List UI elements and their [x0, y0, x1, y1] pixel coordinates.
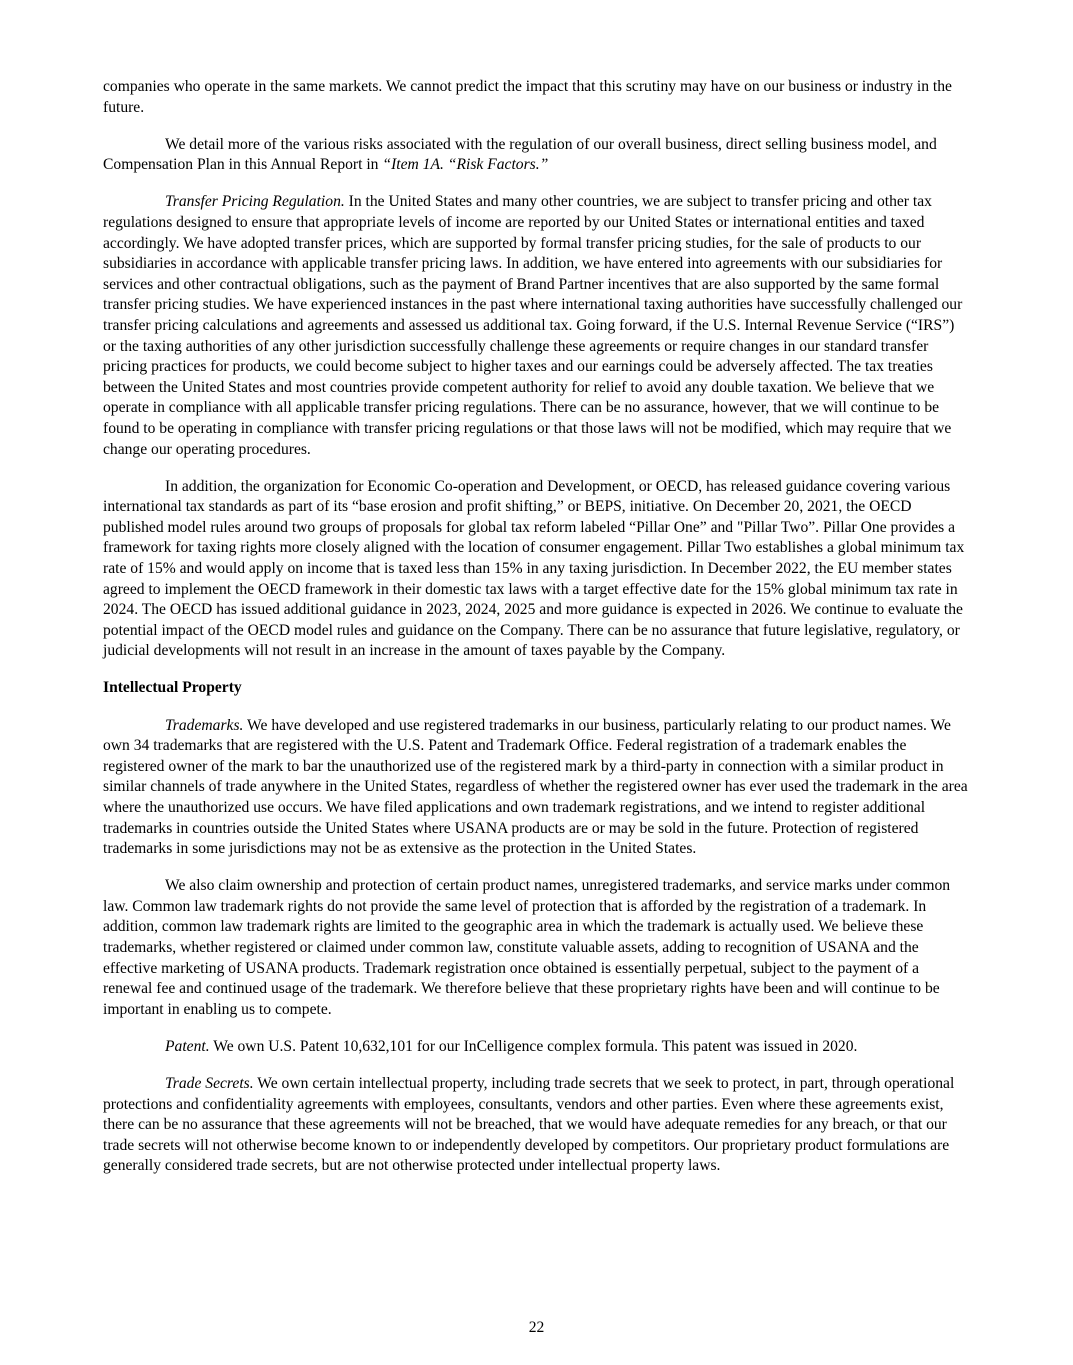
section-heading-intellectual-property: Intellectual Property [103, 679, 242, 697]
risk-factors-link-text: “Item 1A. “Risk Factors.” [382, 156, 549, 174]
paragraph-trade-secrets [103, 1074, 971, 1177]
paragraph-oecd-guidance: In addition, the organization for Economic Co-operation and Development, or OECD, has released guidance covering various international tax standards as part of its “base erosion and profit shifting,” or BEPS, initiative. On December 20, 2021, the OECD published model rules around two groups of proposals for global tax reform labeled “Pillar One” and "Pillar Two”. Pillar One provides a framework for taxing rights more closely aligned with the location of consumer engagement. Pillar Two establishes a global minimum tax rate of 15% and would apply on income that is taxed less than 15% in any taxing jurisdiction. In December 2022, the EU member states agreed to implement the OECD framework in their domestic tax laws with a target effective date for the 15% global minimum tax rate in 2024. The OECD has issued additional guidance in 2023, 2024, 2025 and more guidance is expected in 2026. We continue to evaluate the potential impact of the OECD model rules and guidance on the Company. There can be no assurance that future legislative, regulatory, or judicial developments will not result in an increase in the amount of taxes payable by the Company. [103, 477, 965, 660]
transfer-pricing-text: In the United States and many other countries, we are subject to transfer pricing and other tax regulations designed to ensure that appropriate levels of income are reported by our United States or international entities and taxed accordingly. We have adopted transfer prices, which are supported by formal transfer pricing studies, for the sale of products to our subsidiaries in accordance with applicable transfer pricing laws. In addition, we have entered into agreements with our subsidiaries for services and other contractual obligations, such as the payment of Brand Partner incentives that are also supported by the same formal transfer pricing studies. We have experienced instances in the past where international taxing authorities have successfully challenged our transfer pricing calculations and agreements and assessed us additional tax. Going forward, if the U.S. Internal Revenue Service (“IRS”) or the taxing authorities of any other jurisdiction successfully challenge these agreements or require changes in our standard transfer pricing practices for products, we could become subject to higher taxes and our earnings could be adversely affected. The tax treaties between the United States and most countries provide competent authority for relief to avoid any double taxation. We believe that we operate in compliance with all applicable transfer pricing regulations. There can be no assurance, however, that we will continue to be found to be operating in compliance with transfer pricing regulations or that those laws will not be modified, which may require that we change our operating procedures. [103, 193, 963, 458]
trade-secrets-run-in-heading: Trade Secrets. [165, 1074, 254, 1092]
paragraph-risk-factors-reference [103, 135, 971, 176]
trademarks-text: We have developed and use registered trademarks in our business, particularly relating to our product names. We own 34 trademarks that are registered with the U.S. Patent and Trademark Office. Federal registration of a trademark enables the registered owner of the mark to bar the unauthorized use of the registered mark by a third-party in connection with a similar product in similar channels of trade anywhere in the United States, regardless of whether the registered owner has ever used the trademark in the area where the unauthorized use occurs. We have filed applications and own trademark registrations, and we intend to register additional trademarks in countries outside the United States where USANA products are or may be sold in the future. Protection of registered trademarks in some jurisdictions may not be as extensive as the protection in the United States. [103, 716, 968, 858]
patent-run-in-heading: Patent. [165, 1037, 210, 1055]
paragraph-patent [103, 1037, 971, 1058]
page-number: 22 [528, 1319, 545, 1336]
risk-reference-text: We detail more of the various risks associated with the regulation of our overall business, direct selling business model, and Compensation Plan in this Annual Report in [103, 135, 937, 174]
paragraph-trademarks [103, 716, 971, 860]
document-page [103, 77, 971, 1193]
trade-secrets-text: We own certain intellectual property, including trade secrets that we seek to protect, in part, through operational protections and confidentiality agreements with employees, consultants, vendors and other parties. Even where these agreements exist, there can be no assurance that these agreements will not be breached, that we would have adequate remedies for any breach, or that our trade secrets will not otherwise become known to or independently developed by competitors. Our proprietary product formulations are generally considered trade secrets, but are not otherwise protected under intellectual property laws. [103, 1074, 955, 1175]
paragraph-scrutiny-continuation: companies who operate in the same markets. We cannot predict the impact that this scrutiny may have on our business or industry in the future. [103, 78, 952, 116]
transfer-pricing-run-in-heading: Transfer Pricing Regulation. [165, 193, 345, 211]
paragraph-common-law-trademarks: We also claim ownership and protection of certain product names, unregistered trademarks, and service marks under common law. Common law trademark rights do not provide the same level of protection that is afforded by the registration of a trademark. In addition, common law trademark rights are limited to the geographic area in which the trademark is actually used. We believe these trademarks, whether registered or claimed under common law, constitute valuable assets, adding to recognition of USANA and the effective marketing of USANA products. Trademark registration once obtained is essentially perpetual, subject to the payment of a renewal fee and continued usage of the trademark. We therefore believe that these proprietary rights have been and will continue to be important in enabling us to compete. [103, 877, 951, 1018]
paragraph-transfer-pricing [103, 192, 971, 460]
trademarks-run-in-heading: Trademarks. [165, 716, 244, 734]
patent-text: We own U.S. Patent 10,632,101 for our InCelligence complex formula. This patent was issued in 2020. [209, 1037, 858, 1055]
